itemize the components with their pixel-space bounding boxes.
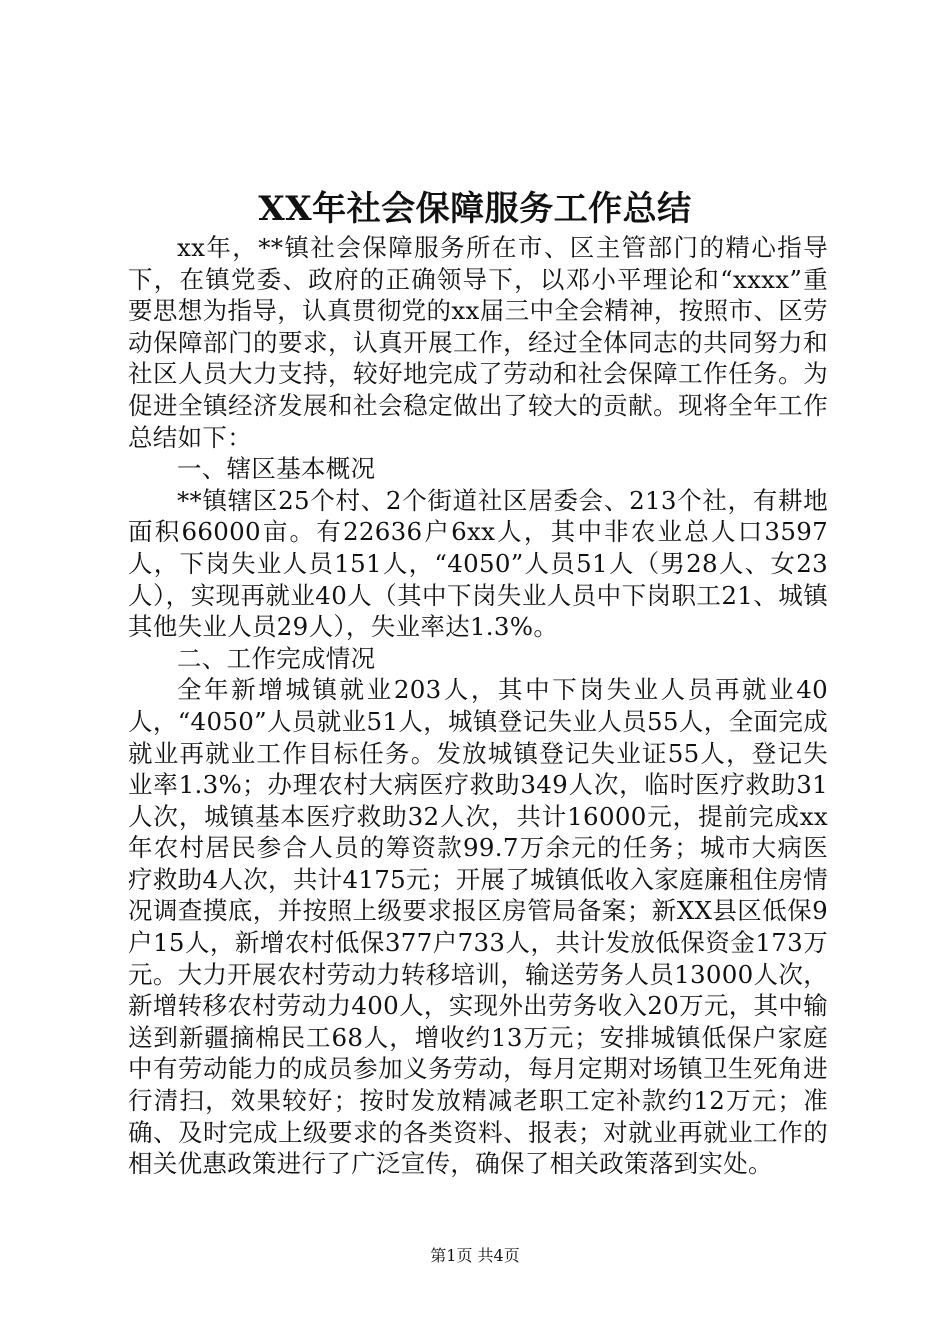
document-body bbox=[128, 232, 828, 1180]
section-heading-1: 一、辖区基本概况 bbox=[177, 454, 376, 484]
paragraph-work-completion: 全年新增城镇就业203人，其中下岗失业人员再就业40人，“4050”人员就业51人，城镇登记失业人员55人，全面完成就业再就业工作目标任务。发放城镇登记失业证55人，登记失业率1.3%；办理农村大病医疗救助349人次，临时医疗救助31人次，城镇基本医疗救助32人次，共计16000元，提前完成xx年农村居民参合人员的筹资款99.7万余元的任务；城市大病医疗救助4人次，共计4175元；开展了城镇低收入家庭廉租住房情况调查摸底，并按照上级要求报区房管局备案；新XX县区低保9户15人，新增农村低保377户733人，共计发放低保资金173万元。大力开展农村劳动力转移培训，输送劳务人员13000人次，新增转移农村劳动力400人，实现外出劳务收入20万元，其中输送到新疆摘棉民工68人，增收约13万元；安排城镇低保户家庭中有劳动能力的成员参加义务劳动，每月定期对场镇卫生死角进行清扫，效果较好；按时发放精减老职工定补款约12万元；准确、及时完成上级要求的各类资料、报表；对就业再就业工作的相关优惠政策进行了广泛宣传，确保了相关政策落到实处。 bbox=[128, 675, 828, 1179]
document-title: XX年社会保障服务工作总结 bbox=[258, 189, 692, 229]
section-heading-2: 二、工作完成情况 bbox=[177, 643, 376, 673]
page-number-footer: 第1页 共4页 bbox=[430, 1246, 520, 1265]
paragraph-intro: xx年，**镇社会保障服务所在市、区主管部门的精心指导下，在镇党委、政府的正确领导下，以邓小平理论和“xxxx”重要思想为指导，认真贯彻党的xx届三中全会精神，按照市、区劳动保障部门的要求，认真开展工作，经过全体同志的共同努力和社区人员大力支持，较好地完成了劳动和社会保障工作任务。为促进全镇经济发展和社会稳定做出了较大的贡献。现将全年工作总结如下： bbox=[128, 233, 828, 452]
paragraph-overview: **镇辖区25个村、2个街道社区居委会、213个社，有耕地面积66000亩。有22636户6xx人，其中非农业总人口3597人，下岗失业人员151人，“4050”人员51人（男28人、女23人），实现再就业40人（其中下岗失业人员中下岗职工21、城镇其他失业人员29人），失业率达1.3%。 bbox=[128, 485, 828, 642]
